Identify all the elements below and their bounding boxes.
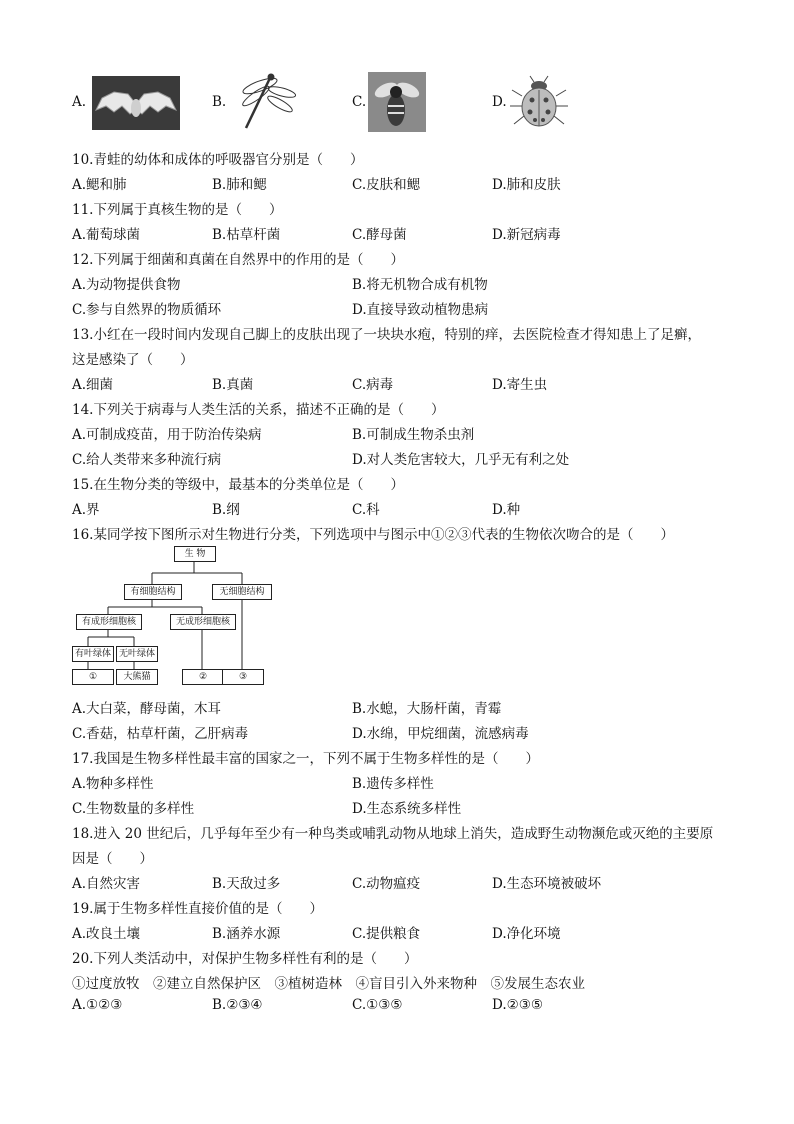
- bee-icon: [368, 72, 426, 132]
- q20-option-c[interactable]: C.①③⑤: [352, 997, 403, 1013]
- question-18-stem: 18.进入 20 世纪后，几乎每年至少有一种鸟类或哺乳动物从地球上消失，造成野生动物濒危或灭绝的主要原: [72, 826, 714, 842]
- ladybug-icon: [508, 74, 570, 132]
- q14-option-d[interactable]: D.对人类危害较大，几乎无有利之处: [352, 452, 570, 468]
- diagram-panda: 大熊猫: [116, 669, 158, 685]
- q11-option-b[interactable]: B.枯草杆菌: [212, 227, 281, 243]
- question-12-stem: 12.下列属于细菌和真菌在自然界中的作用的是（ ）: [72, 252, 404, 268]
- question-18-stem-cont: 因是（ ）: [72, 851, 153, 867]
- diagram-leaf-2: ②: [182, 669, 224, 685]
- option-b-label: B.: [212, 94, 227, 110]
- question-15-stem: 15.在生物分类的等级中，最基本的分类单位是（ ）: [72, 477, 404, 493]
- dragonfly-icon: [230, 68, 296, 134]
- q19-option-d[interactable]: D.净化环境: [492, 926, 561, 942]
- diagram-no-cell-structure: 无细胞结构: [212, 584, 272, 600]
- q10-option-b[interactable]: B.肺和鳃: [212, 177, 267, 193]
- q19-option-b[interactable]: B.涵养水源: [212, 926, 281, 942]
- option-a-label: A.: [72, 94, 87, 110]
- q11-option-c[interactable]: C.酵母菌: [352, 227, 407, 243]
- bat-icon: [92, 76, 180, 130]
- option-d-label: D.: [492, 94, 507, 110]
- diagram-root: 生 物: [174, 546, 216, 562]
- q17-option-b[interactable]: B.遗传多样性: [352, 776, 434, 792]
- q12-option-b[interactable]: B.将无机物合成有机物: [352, 277, 488, 293]
- q17-option-c[interactable]: C.生物数量的多样性: [72, 801, 195, 817]
- diagram-nucleus: 有成形细胞核: [76, 614, 142, 630]
- q13-option-b[interactable]: B.真菌: [212, 377, 254, 393]
- classification-diagram: [72, 545, 282, 690]
- q19-option-a[interactable]: A.改良土壤: [72, 926, 141, 942]
- q19-option-c[interactable]: C.提供粮食: [352, 926, 421, 942]
- q15-option-d[interactable]: D.种: [492, 502, 521, 518]
- q16-option-d[interactable]: D.水绵，甲烷细菌，流感病毒: [352, 726, 529, 742]
- question-13-stem-cont: 这是感染了（ ）: [72, 352, 194, 368]
- q13-option-a[interactable]: A.细菌: [72, 377, 114, 393]
- diagram-chloroplast: 有叶绿体: [72, 646, 114, 662]
- q10-option-c[interactable]: C.皮肤和鳃: [352, 177, 421, 193]
- q15-option-b[interactable]: B.纲: [212, 502, 240, 518]
- q18-option-a[interactable]: A.自然灾害: [72, 876, 141, 892]
- q12-option-a[interactable]: A.为动物提供食物: [72, 277, 181, 293]
- question-11-stem: 11.下列属于真核生物的是（ ）: [72, 202, 283, 218]
- diagram-cell-structure: 有细胞结构: [124, 584, 182, 600]
- q17-option-a[interactable]: A.物种多样性: [72, 776, 154, 792]
- q16-option-a[interactable]: A.大白菜，酵母菌，木耳: [72, 701, 222, 717]
- question-14-stem: 14.下列关于病毒与人类生活的关系，描述不正确的是（ ）: [72, 402, 445, 418]
- question-13-stem: 13.小红在一段时间内发现自己脚上的皮肤出现了一块块水疱，特别的痒，去医院检查才得知患上了足癣，: [72, 327, 701, 343]
- q10-option-d[interactable]: D.肺和皮肤: [492, 177, 561, 193]
- q20-option-b[interactable]: B.②③④: [212, 997, 263, 1013]
- question-20-items: ①过度放牧 ②建立自然保护区 ③植树造林 ④盲目引入外来物种 ⑤发展生态农业: [72, 976, 585, 992]
- q18-option-b[interactable]: B.天敌过多: [212, 876, 281, 892]
- q11-option-d[interactable]: D.新冠病毒: [492, 227, 561, 243]
- q14-option-c[interactable]: C.给人类带来多种流行病: [72, 452, 222, 468]
- q11-option-a[interactable]: A.葡萄球菌: [72, 227, 141, 243]
- q18-option-c[interactable]: C.动物瘟疫: [352, 876, 421, 892]
- question-17-stem: 17.我国是生物多样性最丰富的国家之一，下列不属于生物多样性的是（ ）: [72, 751, 539, 767]
- diagram-no-nucleus: 无成形细胞核: [170, 614, 236, 630]
- diagram-leaf-1: ①: [72, 669, 114, 685]
- diagram-no-chloroplast: 无叶绿体: [116, 646, 158, 662]
- q12-option-d[interactable]: D.直接导致动植物患病: [352, 302, 489, 318]
- q16-option-b[interactable]: B.水螅，大肠杆菌，青霉: [352, 701, 502, 717]
- q13-option-c[interactable]: C.病毒: [352, 377, 394, 393]
- q14-option-b[interactable]: B.可制成生物杀虫剂: [352, 427, 475, 443]
- diagram-leaf-3: ③: [222, 669, 264, 685]
- q13-option-d[interactable]: D.寄生虫: [492, 377, 548, 393]
- q15-option-a[interactable]: A.界: [72, 502, 100, 518]
- q14-option-a[interactable]: A.可制成疫苗，用于防治传染病: [72, 427, 262, 443]
- question-19-stem: 19.属于生物多样性直接价值的是（ ）: [72, 901, 323, 917]
- q20-option-a[interactable]: A.①②③: [72, 997, 123, 1013]
- q16-option-c[interactable]: C.香菇，枯草杆菌，乙肝病毒: [72, 726, 249, 742]
- question-16-stem: 16.某同学按下图所示对生物进行分类，下列选项中与图示中①②③代表的生物依次吻合的是（ ）: [72, 527, 674, 543]
- question-10-stem: 10.青蛙的幼体和成体的呼吸器官分别是（ ）: [72, 152, 364, 168]
- q10-option-a[interactable]: A.鳃和肺: [72, 177, 127, 193]
- q18-option-d[interactable]: D.生态环境被破坏: [492, 876, 602, 892]
- q9-picture-options: [72, 68, 712, 138]
- option-c-label: C.: [352, 94, 367, 110]
- q20-option-d[interactable]: D.②③⑤: [492, 997, 543, 1013]
- question-20-stem: 20.下列人类活动中，对保护生物多样性有利的是（ ）: [72, 951, 418, 967]
- q17-option-d[interactable]: D.生态系统多样性: [352, 801, 462, 817]
- q12-option-c[interactable]: C.参与自然界的物质循环: [72, 302, 222, 318]
- q15-option-c[interactable]: C.科: [352, 502, 380, 518]
